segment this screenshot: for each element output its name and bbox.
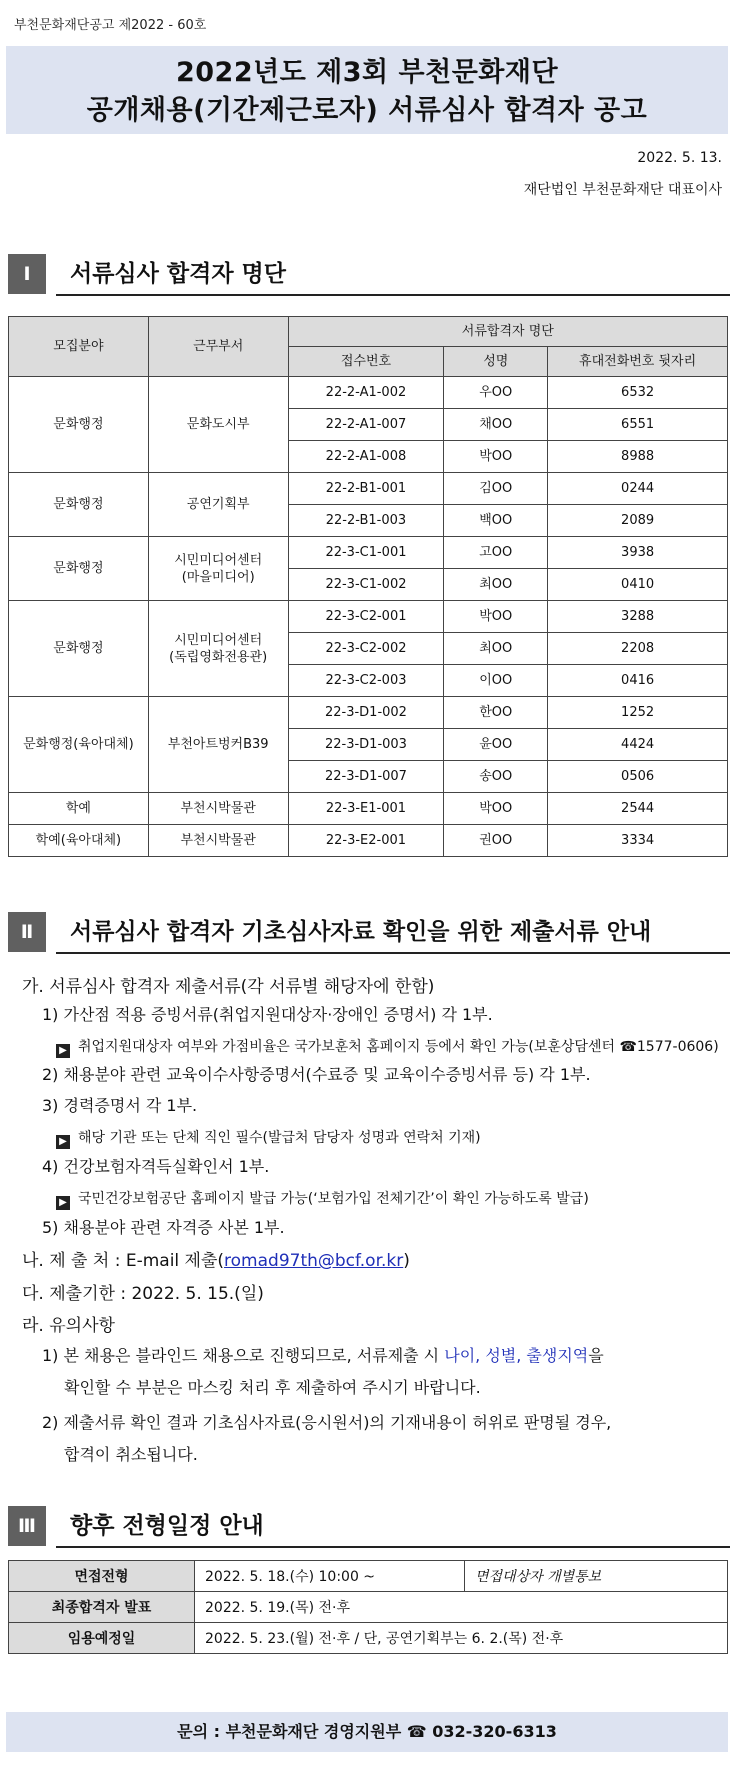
notice-date: 2022. 5. 13. [637, 150, 722, 166]
reg-cell: 22-3-D1-003 [288, 729, 444, 761]
schedule-value: 2022. 5. 19.(목) 전·후 [195, 1592, 728, 1623]
issuer: 재단법인 부천문화재단 대표이사 [523, 182, 722, 198]
name-cell: 최OO [444, 633, 548, 665]
title-banner [6, 46, 728, 134]
dept-name: 시민미디어센터 [174, 552, 263, 568]
reg-cell: 22-3-E1-001 [288, 793, 444, 825]
col-group: 서류합격자 명단 [288, 317, 727, 347]
schedule-row [9, 1623, 728, 1654]
contact-banner: 문의 : 부천문화재단 경영지원부 ☎ 032-320-6313 [6, 1712, 728, 1752]
table-row [9, 537, 728, 569]
dept-cell: 문화도시부 [148, 377, 288, 473]
section-3-title: 향후 전형일정 안내 [70, 1513, 264, 1539]
ra-1-end: 을 [588, 1346, 604, 1365]
name-cell: 윤OO [444, 729, 548, 761]
section-1-number: Ⅰ [8, 254, 46, 294]
item-4: 4) 건강보험자격득실확인서 1부. [42, 1157, 270, 1176]
name-cell: 박OO [444, 441, 548, 473]
reg-cell: 22-3-C1-002 [288, 569, 444, 601]
na-label: 나. 제 출 처 : E-mail 제출( [22, 1251, 225, 1271]
na-close: ) [403, 1251, 410, 1271]
passer-table [8, 316, 728, 857]
ra-1-cont: 확인할 수 부분은 마스킹 처리 후 제출하여 주시기 바랍니다. [64, 1378, 481, 1397]
ra-1-text: 1) 본 채용은 블라인드 채용으로 진행되므로, 서류제출 시 [42, 1346, 445, 1365]
item-5: 5) 채용분야 관련 자격증 사본 1부. [42, 1218, 285, 1237]
page-title-line2: 공개채용(기간제근로자) 서류심사 합격자 공고 [86, 95, 648, 126]
table-row [9, 601, 728, 633]
note-4-text: 국민건강보험공단 홈페이지 발급 가능(‘보험가입 전체기간’이 확인 가능하도록 발급) [78, 1191, 589, 1207]
section-1-rule [56, 294, 730, 296]
name-cell: 우OO [444, 377, 548, 409]
section-1-header [8, 254, 730, 294]
name-cell: 최OO [444, 569, 548, 601]
note-3 [56, 1127, 481, 1149]
schedule-label: 면접전형 [9, 1561, 195, 1592]
phone-cell: 3334 [548, 825, 728, 857]
field-cell: 문화행정 [9, 377, 149, 473]
dept-cell [148, 537, 288, 601]
ra-1 [42, 1343, 604, 1366]
section-2-header [8, 912, 730, 952]
section-2-number: Ⅱ [8, 912, 46, 952]
arrow-icon: ▶ [56, 1044, 70, 1058]
phone-cell: 1252 [548, 697, 728, 729]
schedule-row [9, 1561, 728, 1592]
dept-cell: 부천시박물관 [148, 825, 288, 857]
reg-cell: 22-2-B1-003 [288, 505, 444, 537]
col-phone: 휴대전화번호 뒷자리 [548, 347, 728, 377]
name-cell: 송OO [444, 761, 548, 793]
col-dept: 근무부서 [148, 317, 288, 377]
phone-cell: 6551 [548, 409, 728, 441]
name-cell: 권OO [444, 825, 548, 857]
schedule-label: 최종합격자 발표 [9, 1592, 195, 1623]
item-1: 1) 가산점 적용 증빙서류(취업지원대상자·장애인 증명서) 각 1부. [42, 1005, 493, 1024]
name-cell: 박OO [444, 793, 548, 825]
field-cell: 문화행정 [9, 473, 149, 537]
reg-cell: 22-2-A1-008 [288, 441, 444, 473]
ra-2-cont: 합격이 취소됩니다. [64, 1445, 198, 1464]
reg-cell: 22-2-B1-001 [288, 473, 444, 505]
dept-sub: (독립영화전용관) [169, 649, 268, 665]
reg-cell: 22-3-D1-002 [288, 697, 444, 729]
reg-cell: 22-3-C1-001 [288, 537, 444, 569]
name-cell: 백OO [444, 505, 548, 537]
dept-cell: 부천아트벙커B39 [148, 697, 288, 793]
dept-cell [148, 601, 288, 697]
schedule-value: 2022. 5. 23.(월) 전·후 / 단, 공연기획부는 6. 2.(목) 전·후 [195, 1623, 728, 1654]
phone-cell: 2089 [548, 505, 728, 537]
item-na [22, 1246, 410, 1271]
note-4 [56, 1188, 589, 1210]
phone-cell: 8988 [548, 441, 728, 473]
reg-cell: 22-3-C2-002 [288, 633, 444, 665]
col-field: 모집분야 [9, 317, 149, 377]
name-cell: 이OO [444, 665, 548, 697]
col-reg-no: 접수번호 [288, 347, 444, 377]
section-2-rule [56, 952, 730, 954]
item-3: 3) 경력증명서 각 1부. [42, 1096, 198, 1115]
field-cell: 문화행정(육아대체) [9, 697, 149, 793]
dept-name: 시민미디어센터 [174, 632, 263, 648]
item-ra: 라. 유의사항 [22, 1316, 115, 1336]
schedule-table [8, 1560, 728, 1654]
item-2: 2) 채용분야 관련 교육이수사항증명서(수료증 및 교육이수증빙서류 등) 각 1부. [42, 1065, 591, 1084]
schedule-row [9, 1592, 728, 1623]
item-ga: 가. 서류심사 합격자 제출서류(각 서류별 해당자에 한함) [22, 977, 435, 997]
dept-cell: 부천시박물관 [148, 793, 288, 825]
reg-cell: 22-3-E2-001 [288, 825, 444, 857]
dept-cell: 공연기획부 [148, 473, 288, 537]
phone-cell: 3938 [548, 537, 728, 569]
section-3-rule [56, 1546, 730, 1548]
ra-2: 2) 제출서류 확인 결과 기초심사자료(응시원서)의 기재내용이 허위로 판명될 경우, [42, 1413, 612, 1432]
field-cell: 학예(육아대체) [9, 825, 149, 857]
field-cell: 문화행정 [9, 601, 149, 697]
phone-cell: 3288 [548, 601, 728, 633]
reg-cell: 22-3-D1-007 [288, 761, 444, 793]
reg-cell: 22-2-A1-002 [288, 377, 444, 409]
name-cell: 한OO [444, 697, 548, 729]
phone-cell: 2544 [548, 793, 728, 825]
name-cell: 채OO [444, 409, 548, 441]
section-3-number: Ⅲ [8, 1506, 46, 1546]
page-title-line1: 2022년도 제3회 부천문화재단 [175, 57, 559, 88]
dept-sub: (마을미디어) [181, 569, 255, 585]
phone-cell: 0410 [548, 569, 728, 601]
phone-cell: 6532 [548, 377, 728, 409]
schedule-value: 2022. 5. 18.(수) 10:00 ~ [195, 1561, 465, 1592]
field-cell: 문화행정 [9, 537, 149, 601]
table-row [9, 377, 728, 409]
section-2-title: 서류심사 합격자 기초심사자료 확인을 위한 제출서류 안내 [70, 919, 652, 945]
arrow-icon: ▶ [56, 1196, 70, 1210]
table-row [9, 473, 728, 505]
phone-cell: 0244 [548, 473, 728, 505]
reg-cell: 22-3-C2-003 [288, 665, 444, 697]
phone-cell: 0506 [548, 761, 728, 793]
reg-cell: 22-3-C2-001 [288, 601, 444, 633]
name-cell: 김OO [444, 473, 548, 505]
note-1 [56, 1036, 719, 1058]
section-3-header [8, 1506, 730, 1546]
notice-number: 부천문화재단공고 제2022 - 60호 [14, 18, 207, 33]
schedule-note: 면접대상자 개별통보 [465, 1561, 728, 1592]
col-name: 성명 [444, 347, 548, 377]
table-row [9, 825, 728, 857]
item-da: 다. 제출기한 : 2022. 5. 15.(일) [22, 1284, 264, 1304]
arrow-icon: ▶ [56, 1135, 70, 1149]
section-1-title: 서류심사 합격자 명단 [70, 261, 286, 287]
schedule-label: 임용예정일 [9, 1623, 195, 1654]
ra-1-highlight: 나이, 성별, 출생지역 [444, 1346, 589, 1365]
table-row [9, 697, 728, 729]
phone-cell: 2208 [548, 633, 728, 665]
name-cell: 고OO [444, 537, 548, 569]
field-cell: 학예 [9, 793, 149, 825]
phone-cell: 0416 [548, 665, 728, 697]
email-link[interactable]: romad97th@bcf.or.kr [224, 1251, 404, 1271]
name-cell: 박OO [444, 601, 548, 633]
table-row [9, 793, 728, 825]
note-3-text: 해당 기관 또는 단체 직인 필수(발급처 담당자 성명과 연락처 기재) [78, 1130, 481, 1146]
note-1-text: 취업지원대상자 여부와 가점비율은 국가보훈처 홈페이지 등에서 확인 가능(보훈상담센터 ☎1577-0606) [78, 1039, 719, 1055]
reg-cell: 22-2-A1-007 [288, 409, 444, 441]
phone-cell: 4424 [548, 729, 728, 761]
